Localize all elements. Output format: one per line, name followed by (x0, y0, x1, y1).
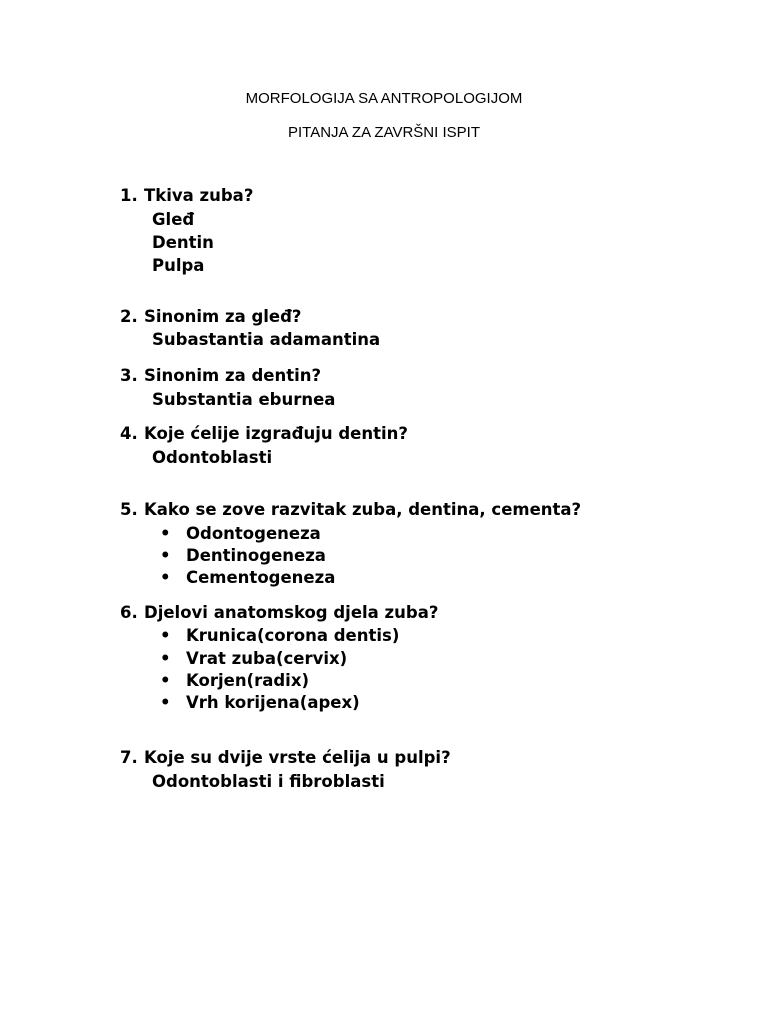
bullet-icon: • (160, 626, 171, 645)
bullet-item (160, 671, 309, 691)
bullet-item (160, 649, 347, 669)
question-number: 6. (120, 603, 138, 622)
answer: Substantia eburnea (152, 390, 336, 409)
bullet-text: Cementogeneza (186, 568, 336, 587)
question-7 (120, 748, 451, 768)
bullet-text: Krunica(corona dentis) (186, 626, 400, 645)
bullet-icon: • (160, 693, 171, 712)
bullet-text: Vrat zuba(cervix) (186, 649, 348, 668)
question-number: 4. (120, 424, 138, 443)
answer: Gleđ (152, 210, 195, 229)
question-text: Djelovi anatomskog djela zuba? (144, 603, 439, 622)
answer: Pulpa (152, 256, 205, 275)
question-text: Sinonim za gleđ? (144, 307, 302, 326)
question-text: Sinonim za dentin? (144, 366, 322, 385)
answer: Dentin (152, 233, 214, 252)
question-number: 1. (120, 186, 138, 205)
question-number: 5. (120, 500, 138, 519)
bullet-icon: • (160, 649, 171, 668)
question-number: 7. (120, 748, 138, 767)
bullet-text: Dentinogeneza (186, 546, 326, 565)
bullet-text: Vrh korijena(apex) (186, 693, 360, 712)
question-3 (120, 366, 321, 386)
bullet-icon: • (160, 546, 171, 565)
question-4 (120, 424, 408, 444)
question-number: 3. (120, 366, 138, 385)
bullet-icon: • (160, 524, 171, 543)
question-5 (120, 500, 581, 520)
question-text: Koje su dvije vrste ćelija u pulpi? (144, 748, 451, 767)
bullet-text: Korjen(radix) (186, 671, 310, 690)
question-1 (120, 186, 253, 206)
bullet-item (160, 626, 399, 646)
answer: Odontoblasti (152, 448, 273, 467)
answer: Odontoblasti i fibroblasti (152, 772, 385, 791)
question-text: Koje ćelije izgrađuju dentin? (144, 424, 408, 443)
question-text: Tkiva zuba? (144, 186, 254, 205)
bullet-item (160, 524, 321, 544)
exam-subtitle: PITANJA ZA ZAVRŠNI ISPIT (288, 124, 480, 141)
bullet-icon: • (160, 671, 171, 690)
bullet-item (160, 568, 335, 588)
question-text: Kako se zove razvitak zuba, dentina, cementa? (144, 500, 582, 519)
bullet-text: Odontogeneza (186, 524, 321, 543)
question-6 (120, 603, 438, 623)
bullet-icon: • (160, 568, 171, 587)
course-title: MORFOLOGIJA SA ANTROPOLOGIJOM (245, 90, 523, 107)
bullet-item (160, 693, 360, 713)
question-2 (120, 307, 301, 327)
question-number: 2. (120, 307, 138, 326)
answer: Subastantia adamantina (152, 330, 381, 349)
bullet-item (160, 546, 326, 566)
